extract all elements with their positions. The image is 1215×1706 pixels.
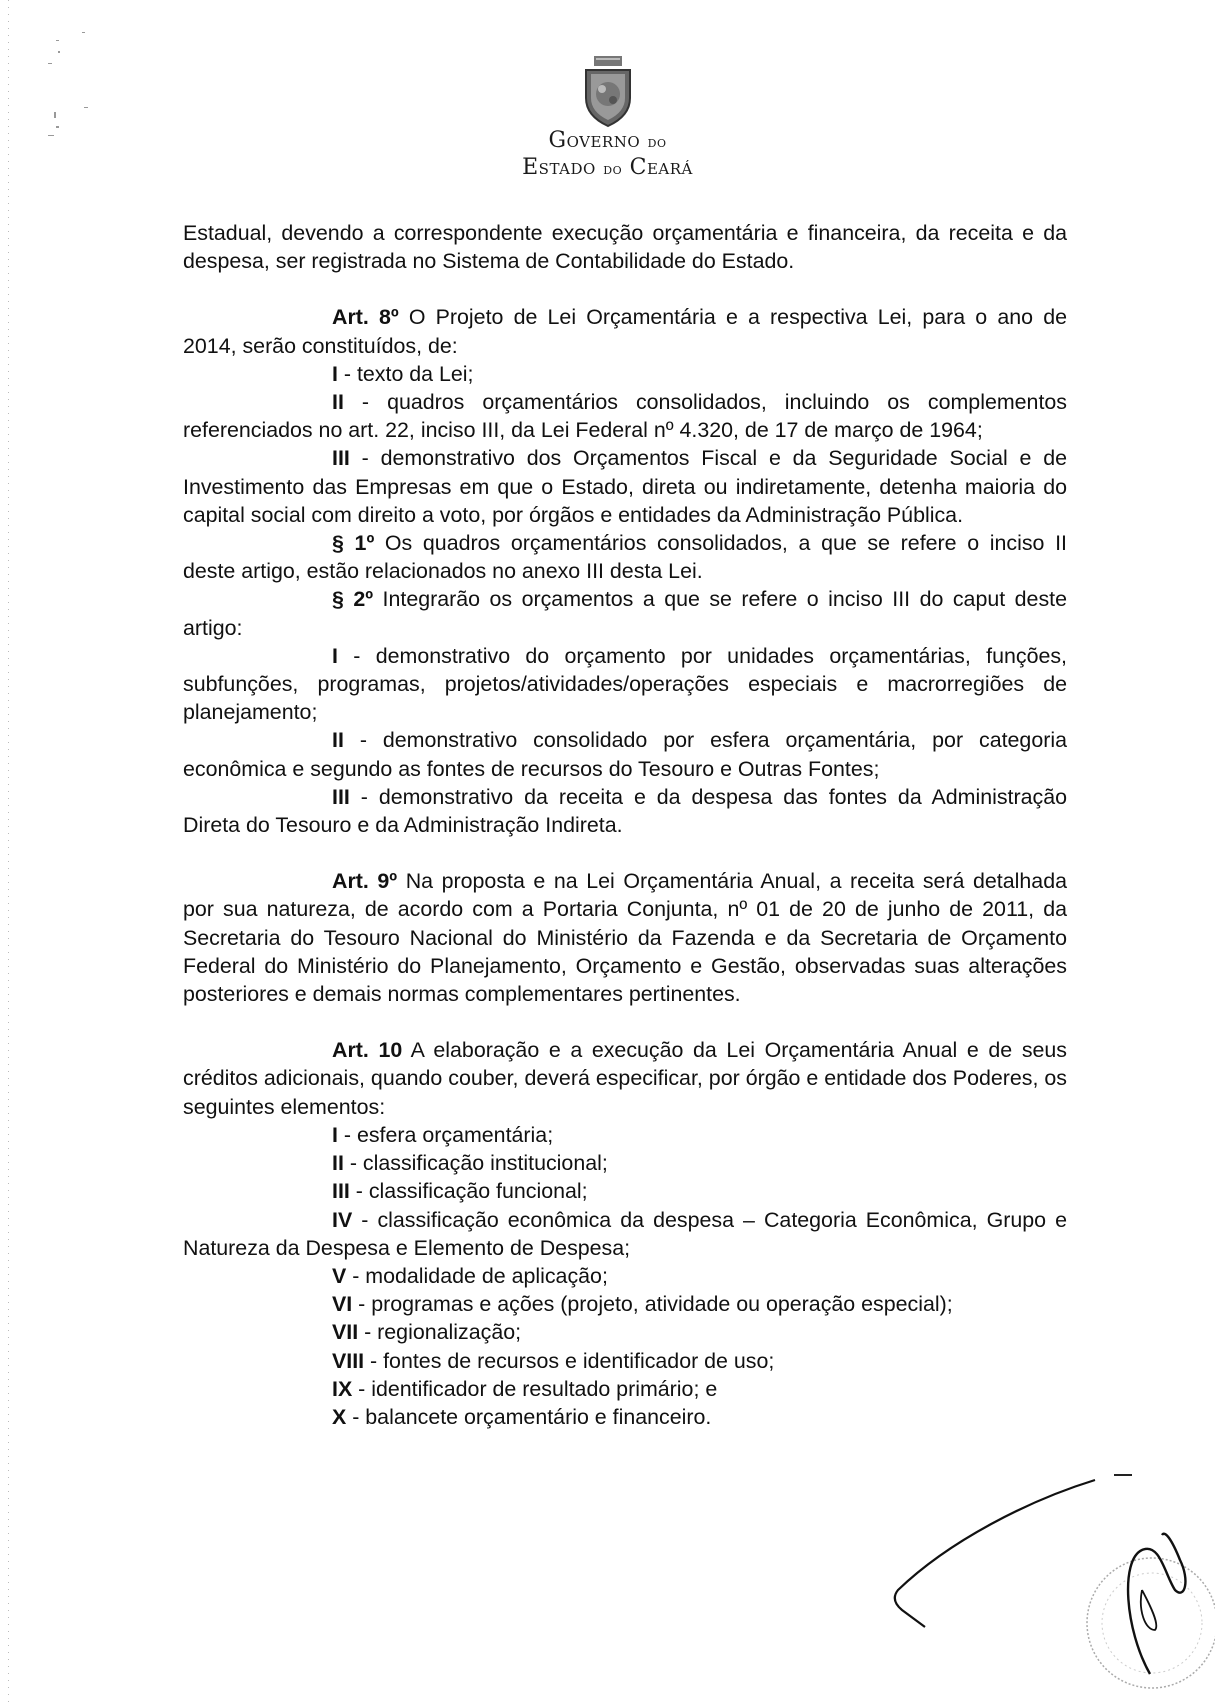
article-8-paragraph-1: § 1º Os quadros orçamentários consolidados, a que se refere o inciso II deste artigo, estão relacionados no anexo III desta Lei. bbox=[183, 531, 1067, 584]
continuation-paragraph: Estadual, devendo a correspondente execução orçamentária e financeira, da receita e da despesa, ser registrada no Sistema de Contabilidade do Estado. bbox=[183, 221, 1067, 274]
official-stamp-icon bbox=[1087, 1558, 1215, 1688]
article-8-item-1: I - texto da Lei; bbox=[332, 361, 474, 386]
paragraph-2-item-3: III - demonstrativo da receita e da despesa das fontes da Administração Direta do Tesouro e da Administração Indireta. bbox=[183, 784, 1067, 838]
document-body bbox=[183, 219, 1067, 1431]
article-10-item-9: IX - identificador de resultado primário; e bbox=[332, 1376, 718, 1401]
article-8-paragraph-2: § 2º Integrarão os orçamentos a que se refere o inciso III do caput deste artigo: bbox=[183, 587, 1067, 640]
article-10-item-4: IV - classificação econômica da despesa – Categoria Econômica, Grupo e Natureza da Despesa e Elemento de Despesa; bbox=[183, 1207, 1067, 1260]
government-name: Governo do bbox=[548, 128, 667, 153]
scan-edge-dots bbox=[8, 0, 9, 1706]
article-10-item-2: II - classificação institucional; bbox=[332, 1151, 608, 1176]
article-10-item-5: V - modalidade de aplicação; bbox=[332, 1263, 608, 1288]
article-10-item-7: VII - regionalização; bbox=[332, 1320, 522, 1345]
state-name: Estado do Ceará bbox=[522, 155, 693, 180]
article-10-item-10: X - balancete orçamentário e financeiro. bbox=[332, 1404, 712, 1429]
state-coat-of-arms-icon bbox=[580, 54, 636, 128]
letterhead bbox=[0, 54, 1215, 182]
article-10-item-6: VI - programas e ações (projeto, atividade ou operação especial); bbox=[332, 1292, 953, 1317]
paragraph-2-item-2: II - demonstrativo consolidado por esfera orçamentária, por categoria econômica e segundo as fontes de recursos do Tesouro e Outras Fontes; bbox=[183, 728, 1067, 781]
article-10-item-1: I - esfera orçamentária; bbox=[332, 1122, 554, 1147]
article-8-item-3: III - demonstrativo dos Orçamentos Fiscal e da Seguridade Social e de Investimento das Empresas em que o Estado, direta ou indiretamente, detenha maioria do capital social com direito a voto, por órgãos e entidades da Administração Pública. bbox=[183, 446, 1067, 527]
article-9: Art. 9º Na proposta e na Lei Orçamentária Anual, a receita será detalhada por sua natureza, de acordo com a Portaria Conjunta, nº 01 de 20 de junho de 2011, da Secretaria do Tesouro Nacional do Ministério da Fazenda e da Secretaria de Orçamento Federal do Ministério do Planejamento, Orçamento e Gestão, observadas suas alterações posteriores e demais normas complementares pertinentes. bbox=[183, 869, 1067, 1007]
article-8: Art. 8º O Projeto de Lei Orçamentária e a respectiva Lei, para o ano de 2014, serão constituídos, de: bbox=[183, 305, 1067, 358]
article-10-item-8: VIII - fontes de recursos e identificador de uso; bbox=[332, 1348, 775, 1373]
article-10-item-3: III - classificação funcional; bbox=[332, 1179, 588, 1204]
paragraph-2-item-1: I - demonstrativo do orçamento por unidades orçamentárias, funções, subfunções, programas, projetos/atividades/operações especiais e macrorregiões de planejamento; bbox=[183, 643, 1067, 725]
handwritten-signature-icon bbox=[880, 1440, 1215, 1706]
article-10: Art. 10 A elaboração e a execução da Lei Orçamentária Anual e de seus créditos adicionais, quando couber, deverá especificar, por órgão e entidade dos Poderes, os seguintes elementos: bbox=[183, 1038, 1067, 1119]
article-8-item-2: II - quadros orçamentários consolidados, incluindo os complementos referenciados no art. 22, inciso III, da Lei Federal nº 4.320, de 17 de março de 1964; bbox=[183, 390, 1067, 443]
